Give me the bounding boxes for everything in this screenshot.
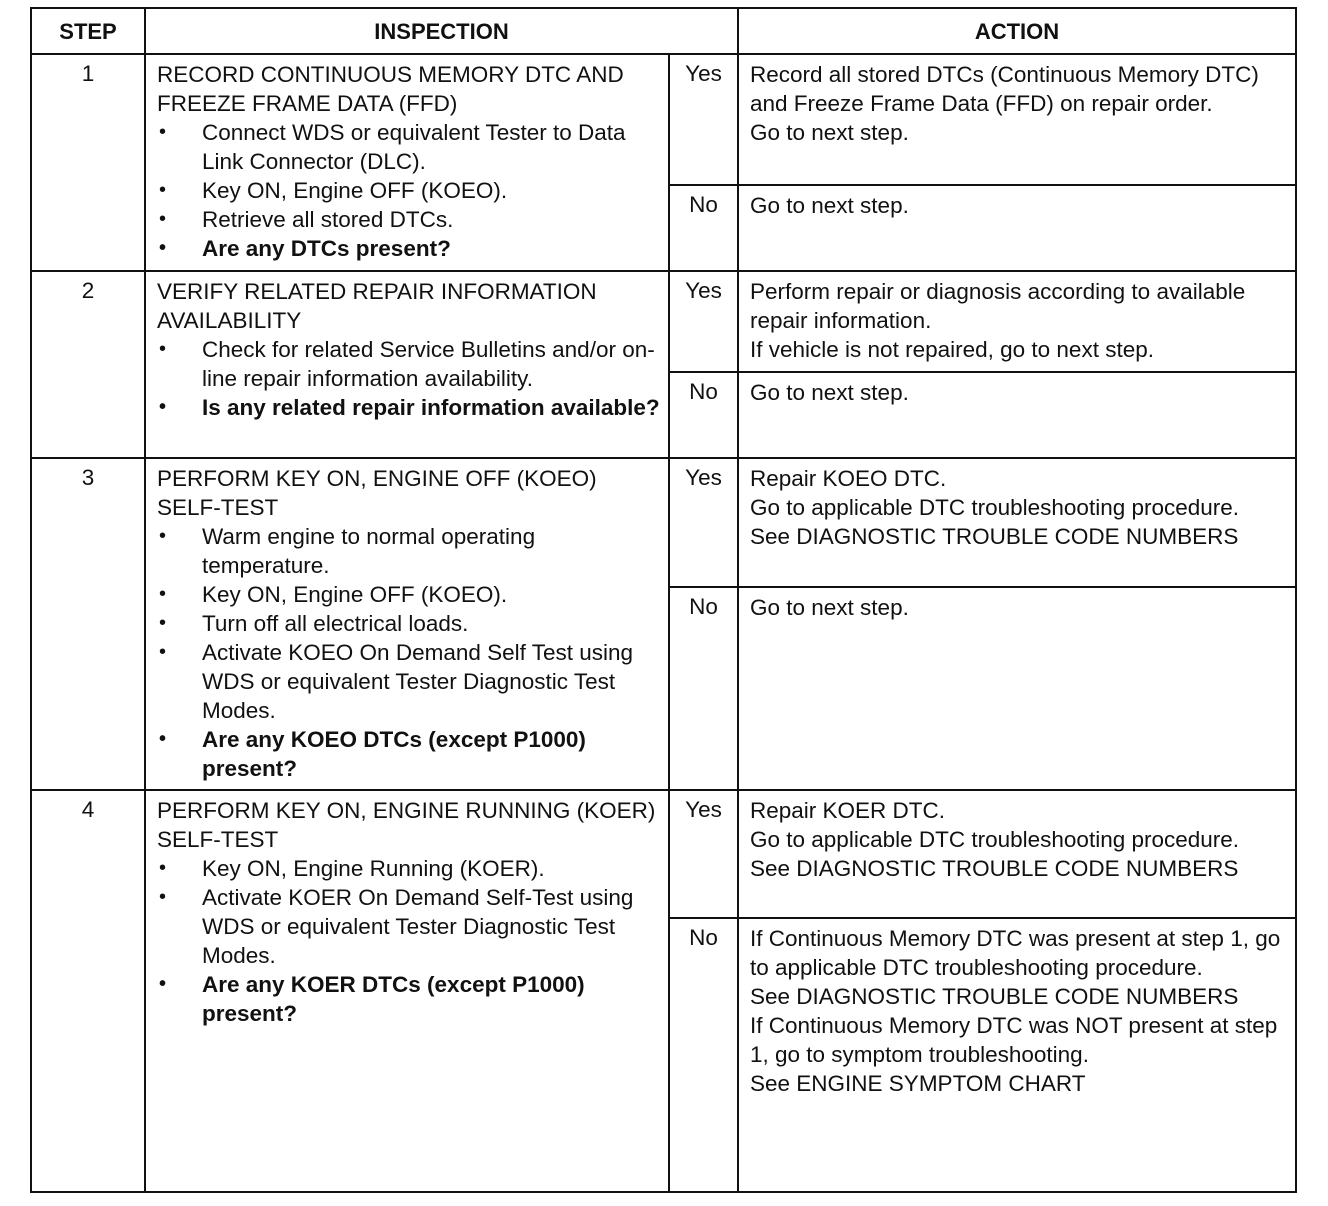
inspection-question: • Are any DTCs present? [157, 234, 660, 263]
action-line: See DIAGNOSTIC TROUBLE CODE NUMBERS [750, 984, 1239, 1009]
no-label: No [669, 918, 738, 1192]
action-line: See DIAGNOSTIC TROUBLE CODE NUMBERS [750, 856, 1239, 881]
action-line: Go to applicable DTC troubleshooting procedure. [750, 495, 1240, 520]
step-number: 2 [31, 271, 145, 458]
no-label: No [669, 587, 738, 790]
step-1-yes-row [31, 54, 1296, 185]
inspection-title: RECORD CONTINUOUS MEMORY DTC AND FREEZE FRAME DATA (FFD) [157, 62, 624, 116]
action-line: Go to next step. [750, 595, 909, 620]
yes-action-cell [738, 790, 1296, 918]
inspection-bullet: • Activate KOER On Demand Self-Test using WDS or equivalent Tester Diagnostic Test Modes. [157, 883, 660, 970]
header-row [31, 8, 1296, 54]
yes-label: Yes [669, 54, 738, 185]
header-action: ACTION [738, 8, 1296, 54]
step-2-yes-row [31, 271, 1296, 372]
inspection-bullet: • Activate KOEO On Demand Self Test using WDS or equivalent Tester Diagnostic Test Modes. [157, 638, 660, 725]
action-line: Record all stored DTCs (Continuous Memory DTC) and Freeze Frame Data (FFD) on repair order. [750, 62, 1259, 116]
inspection-bullets [157, 118, 660, 263]
diagnostic-table [30, 7, 1297, 1193]
inspection-cell [145, 271, 669, 458]
inspection-question: • Is any related repair information available? [157, 393, 660, 422]
action-line: See ENGINE SYMPTOM CHART [750, 1071, 1086, 1096]
step-number: 3 [31, 458, 145, 790]
header-inspection: INSPECTION [145, 8, 738, 54]
action-line: See DIAGNOSTIC TROUBLE CODE NUMBERS [750, 524, 1239, 549]
no-action-cell [738, 918, 1296, 1192]
inspection-bullets [157, 335, 660, 422]
inspection-bullet: • Key ON, Engine OFF (KOEO). [157, 176, 660, 205]
action-line: Go to next step. [750, 380, 909, 405]
inspection-bullet: • Retrieve all stored DTCs. [157, 205, 660, 234]
inspection-question: • Are any KOER DTCs (except P1000) present? [157, 970, 660, 1028]
step-3-yes-row [31, 458, 1296, 587]
action-line: Perform repair or diagnosis according to available repair information. [750, 279, 1246, 333]
yes-label: Yes [669, 271, 738, 372]
yes-action-cell [738, 54, 1296, 185]
inspection-bullets [157, 522, 660, 783]
yes-action-cell [738, 458, 1296, 587]
action-line: If vehicle is not repaired, go to next step. [750, 337, 1154, 362]
inspection-question: • Are any KOEO DTCs (except P1000) present? [157, 725, 660, 783]
inspection-cell [145, 54, 669, 271]
no-action-cell [738, 587, 1296, 790]
yes-action-cell [738, 271, 1296, 372]
inspection-bullet: • Key ON, Engine Running (KOER). [157, 854, 660, 883]
step-number: 4 [31, 790, 145, 1192]
step-number: 1 [31, 54, 145, 271]
inspection-title: PERFORM KEY ON, ENGINE RUNNING (KOER) SELF-TEST [157, 798, 656, 852]
no-label: No [669, 372, 738, 458]
action-line: Repair KOEO DTC. [750, 466, 947, 491]
inspection-bullet: • Key ON, Engine OFF (KOEO). [157, 580, 660, 609]
step-4-yes-row [31, 790, 1296, 918]
header-step: STEP [31, 8, 145, 54]
no-label: No [669, 185, 738, 271]
no-action-cell [738, 185, 1296, 271]
inspection-bullet: • Warm engine to normal operating temperature. [157, 522, 660, 580]
action-line: Go to next step. [750, 120, 909, 145]
inspection-cell [145, 458, 669, 790]
inspection-title: PERFORM KEY ON, ENGINE OFF (KOEO) SELF-TEST [157, 466, 597, 520]
action-line: Go to next step. [750, 193, 909, 218]
inspection-bullet: • Connect WDS or equivalent Tester to Data Link Connector (DLC). [157, 118, 660, 176]
inspection-cell [145, 790, 669, 1192]
action-line: If Continuous Memory DTC was present at step 1, go to applicable DTC troubleshooting procedure. [750, 926, 1281, 980]
action-line: Go to applicable DTC troubleshooting procedure. [750, 827, 1240, 852]
inspection-bullet: • Check for related Service Bulletins and/or on-line repair information availability. [157, 335, 660, 393]
yes-label: Yes [669, 458, 738, 587]
inspection-bullets [157, 854, 660, 1028]
inspection-title: VERIFY RELATED REPAIR INFORMATION AVAILABILITY [157, 279, 597, 333]
action-line: Repair KOER DTC. [750, 798, 946, 823]
no-action-cell [738, 372, 1296, 458]
inspection-bullet: • Turn off all electrical loads. [157, 609, 660, 638]
action-line: If Continuous Memory DTC was NOT present at step 1, go to symptom troubleshooting. [750, 1013, 1278, 1067]
yes-label: Yes [669, 790, 738, 918]
